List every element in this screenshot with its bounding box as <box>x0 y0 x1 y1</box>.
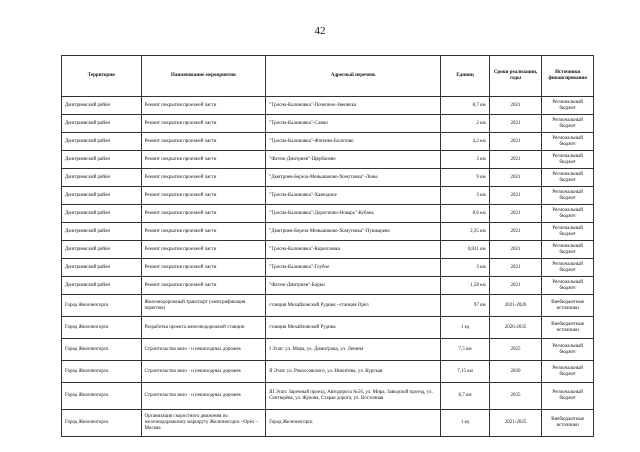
header-units: Единиц <box>441 56 489 97</box>
cell-measure: Ремонт покрытия проезжей части <box>141 259 266 277</box>
cell-units: 7,5 км <box>441 339 489 361</box>
cell-measure: Строительство вело - и пешеходных дорожек <box>141 383 266 410</box>
cell-funding: Региональный бюджет <box>542 259 594 277</box>
table-row <box>62 169 594 187</box>
cell-period: 2021-2026 <box>489 295 542 317</box>
cell-measure: Ремонт покрытия проезжей части <box>141 133 266 151</box>
cell-district: Город Железногорск <box>62 361 142 383</box>
cell-period: 2021 <box>489 151 542 169</box>
cell-period: 2021 <box>489 133 542 151</box>
cell-address: "Тросна-Калиновка"-Глубое <box>266 259 441 277</box>
cell-period: 2021 <box>489 115 542 133</box>
table-row <box>62 133 594 151</box>
cell-period: 2026-2035 <box>489 317 542 339</box>
cell-district: Город Железногорск <box>62 295 142 317</box>
cell-funding: Региональный бюджет <box>542 151 594 169</box>
cell-units: 8,7 км <box>441 97 489 115</box>
table-row <box>62 223 594 241</box>
cell-period: 2035 <box>489 383 542 410</box>
cell-funding: Региональный бюджет <box>542 277 594 295</box>
cell-measure: Ремонт покрытия проезжей части <box>141 97 266 115</box>
cell-address: Город Железногорск <box>266 410 441 437</box>
cell-funding: Региональный бюджет <box>542 241 594 259</box>
cell-address: станция Михайловский Рудник –станция Орёл <box>266 295 441 317</box>
table-row <box>62 295 594 317</box>
cell-address: III Этап: Заречный проезд, Автодорога №56, ул. Мира, Заводской проезд, ул. Сентюрёва, ул. Жукова, Старая дорога, ул. Восточная <box>266 383 441 410</box>
cell-district: Дмитриевский район <box>62 151 142 169</box>
table-row <box>62 339 594 361</box>
cell-units: 4,2 км <box>441 133 489 151</box>
table-row <box>62 205 594 223</box>
cell-district: Город Железногорск <box>62 339 142 361</box>
cell-measure: Железнодорожный транспорт (электрификация перегона) <box>141 295 266 317</box>
cell-measure: Ремонт покрытия проезжей части <box>141 241 266 259</box>
page-number: 42 <box>314 25 326 37</box>
cell-units: 7,15 км <box>441 361 489 383</box>
cell-measure: Строительство вело - и пешеходных дорожек <box>141 361 266 383</box>
cell-measure: Ремонт покрытия проезжей части <box>141 223 266 241</box>
cell-district: Дмитриевский район <box>62 241 142 259</box>
cell-period: 2021 <box>489 259 542 277</box>
table-row <box>62 151 594 169</box>
table-row <box>62 361 594 383</box>
cell-period: 2021 <box>489 277 542 295</box>
cell-funding: Внебюджетные источники <box>542 410 594 437</box>
cell-district: Дмитриевский район <box>62 277 142 295</box>
cell-address: "Фатеж-Дмитриев"-Щербачево <box>266 151 441 169</box>
cell-period: 2021-2025 <box>489 410 542 437</box>
cell-units: 2 км <box>441 115 489 133</box>
cell-address: "Тросна-Калиновка"-Дорогично-Новарь"-Кубань <box>266 205 441 223</box>
header-address: Адресный перечень <box>266 56 441 97</box>
cell-address: станция Михайловский Рудник <box>266 317 441 339</box>
cell-district: Город Железногорск <box>62 317 142 339</box>
header-district: Территория <box>62 56 142 97</box>
table-row <box>62 115 594 133</box>
measures-table <box>61 55 594 437</box>
cell-units: 1 ед <box>441 317 489 339</box>
cell-funding: Региональный бюджет <box>542 339 594 361</box>
cell-funding: Региональный бюджет <box>542 187 594 205</box>
cell-units: 2,35 км <box>441 223 489 241</box>
table-row <box>62 241 594 259</box>
cell-funding: Внебюджетные источники <box>542 317 594 339</box>
header-period: Сроки реализации, годы <box>489 56 542 97</box>
cell-units: 3 км <box>441 187 489 205</box>
cell-district: Город Железногорск <box>62 383 142 410</box>
cell-address: II Этап: ул. Рокоссовского, ул. Никитина, ул. Курская <box>266 361 441 383</box>
cell-units: 3 км <box>441 151 489 169</box>
cell-district: Дмитриевский район <box>62 133 142 151</box>
cell-funding: Внебюджетные источники <box>542 295 594 317</box>
cell-funding: Региональный бюджет <box>542 115 594 133</box>
cell-funding: Региональный бюджет <box>542 133 594 151</box>
cell-units: 0,831 км <box>441 241 489 259</box>
cell-period: 2021 <box>489 241 542 259</box>
table-row <box>62 410 594 437</box>
table-row <box>62 317 594 339</box>
cell-address: "Тросна-Калиновка"-Сляно <box>266 115 441 133</box>
cell-measure: Ремонт покрытия проезжей части <box>141 205 266 223</box>
table-row <box>62 187 594 205</box>
table-row <box>62 277 594 295</box>
table-row <box>62 383 594 410</box>
cell-funding: Региональный бюджет <box>542 97 594 115</box>
cell-funding: Региональный бюджет <box>542 205 594 223</box>
cell-measure: Разработка проекта железнодорожной станции <box>141 317 266 339</box>
cell-period: 2025 <box>489 339 542 361</box>
cell-units: 1,58 км <box>441 277 489 295</box>
cell-district: Дмитриевский район <box>62 187 142 205</box>
cell-period: 2021 <box>489 205 542 223</box>
cell-units: 3 км <box>441 259 489 277</box>
table-row <box>62 97 594 115</box>
cell-measure: Ремонт покрытия проезжей части <box>141 277 266 295</box>
cell-district: Дмитриевский район <box>62 169 142 187</box>
cell-measure: Строительство вело - и пешеходных дорожек <box>141 339 266 361</box>
cell-funding: Региональный бюджет <box>542 361 594 383</box>
cell-period: 2021 <box>489 97 542 115</box>
header-funding: Источники финансирования <box>542 56 594 97</box>
cell-units: 9 км <box>441 169 489 187</box>
cell-funding: Региональный бюджет <box>542 223 594 241</box>
cell-funding: Региональный бюджет <box>542 169 594 187</box>
cell-address: "Тросна-Калиновка"-Фатенко-Болотово <box>266 133 441 151</box>
cell-measure: Ремонт покрытия проезжей части <box>141 169 266 187</box>
cell-period: 2030 <box>489 361 542 383</box>
table-row <box>62 259 594 277</box>
cell-units: 8,7 км <box>441 383 489 410</box>
cell-district: Дмитриевский район <box>62 205 142 223</box>
cell-address: "Фатеж-Дмитриев"-Борки <box>266 277 441 295</box>
cell-district: Город Железногорск <box>62 410 142 437</box>
cell-funding: Региональный бюджет <box>542 383 594 410</box>
header-measure: Наименование мероприятия <box>141 56 266 97</box>
cell-measure: Ремонт покрытия проезжей части <box>141 187 266 205</box>
cell-address: "Тросна-Калиновка"-Кирилловка <box>266 241 441 259</box>
cell-district: Дмитриевский район <box>62 97 142 115</box>
cell-units: 1 ед <box>441 410 489 437</box>
cell-address: "Дмитриев-Береза-Меньшиково-Хомутовка"-Пушкарево <box>266 223 441 241</box>
cell-units: 97 км <box>441 295 489 317</box>
cell-units: 8,6 км <box>441 205 489 223</box>
cell-measure: Ремонт покрытия проезжей части <box>141 115 266 133</box>
cell-period: 2021 <box>489 187 542 205</box>
cell-measure: Ремонт покрытия проезжей части <box>141 151 266 169</box>
cell-district: Дмитриевский район <box>62 223 142 241</box>
cell-address: "Тросна-Калиновка"-Почепное-Звенячка <box>266 97 441 115</box>
cell-period: 2021 <box>489 169 542 187</box>
cell-address: I Этап: ул. Мира, ул. Димитрова, ул. Ленина <box>266 339 441 361</box>
table-header-row <box>62 56 594 97</box>
cell-district: Дмитриевский район <box>62 115 142 133</box>
cell-district: Дмитриевский район <box>62 259 142 277</box>
cell-address: "Тросна-Калиновка"-Хавездное <box>266 187 441 205</box>
cell-address: "Дмитриев-Береза-Меньшиково-Хомутовка"-Лоны <box>266 169 441 187</box>
cell-measure: Организация скоростного движения по железнодорожному маршруту Железногорск –Орёл –Москва <box>141 410 266 437</box>
cell-period: 2021 <box>489 223 542 241</box>
